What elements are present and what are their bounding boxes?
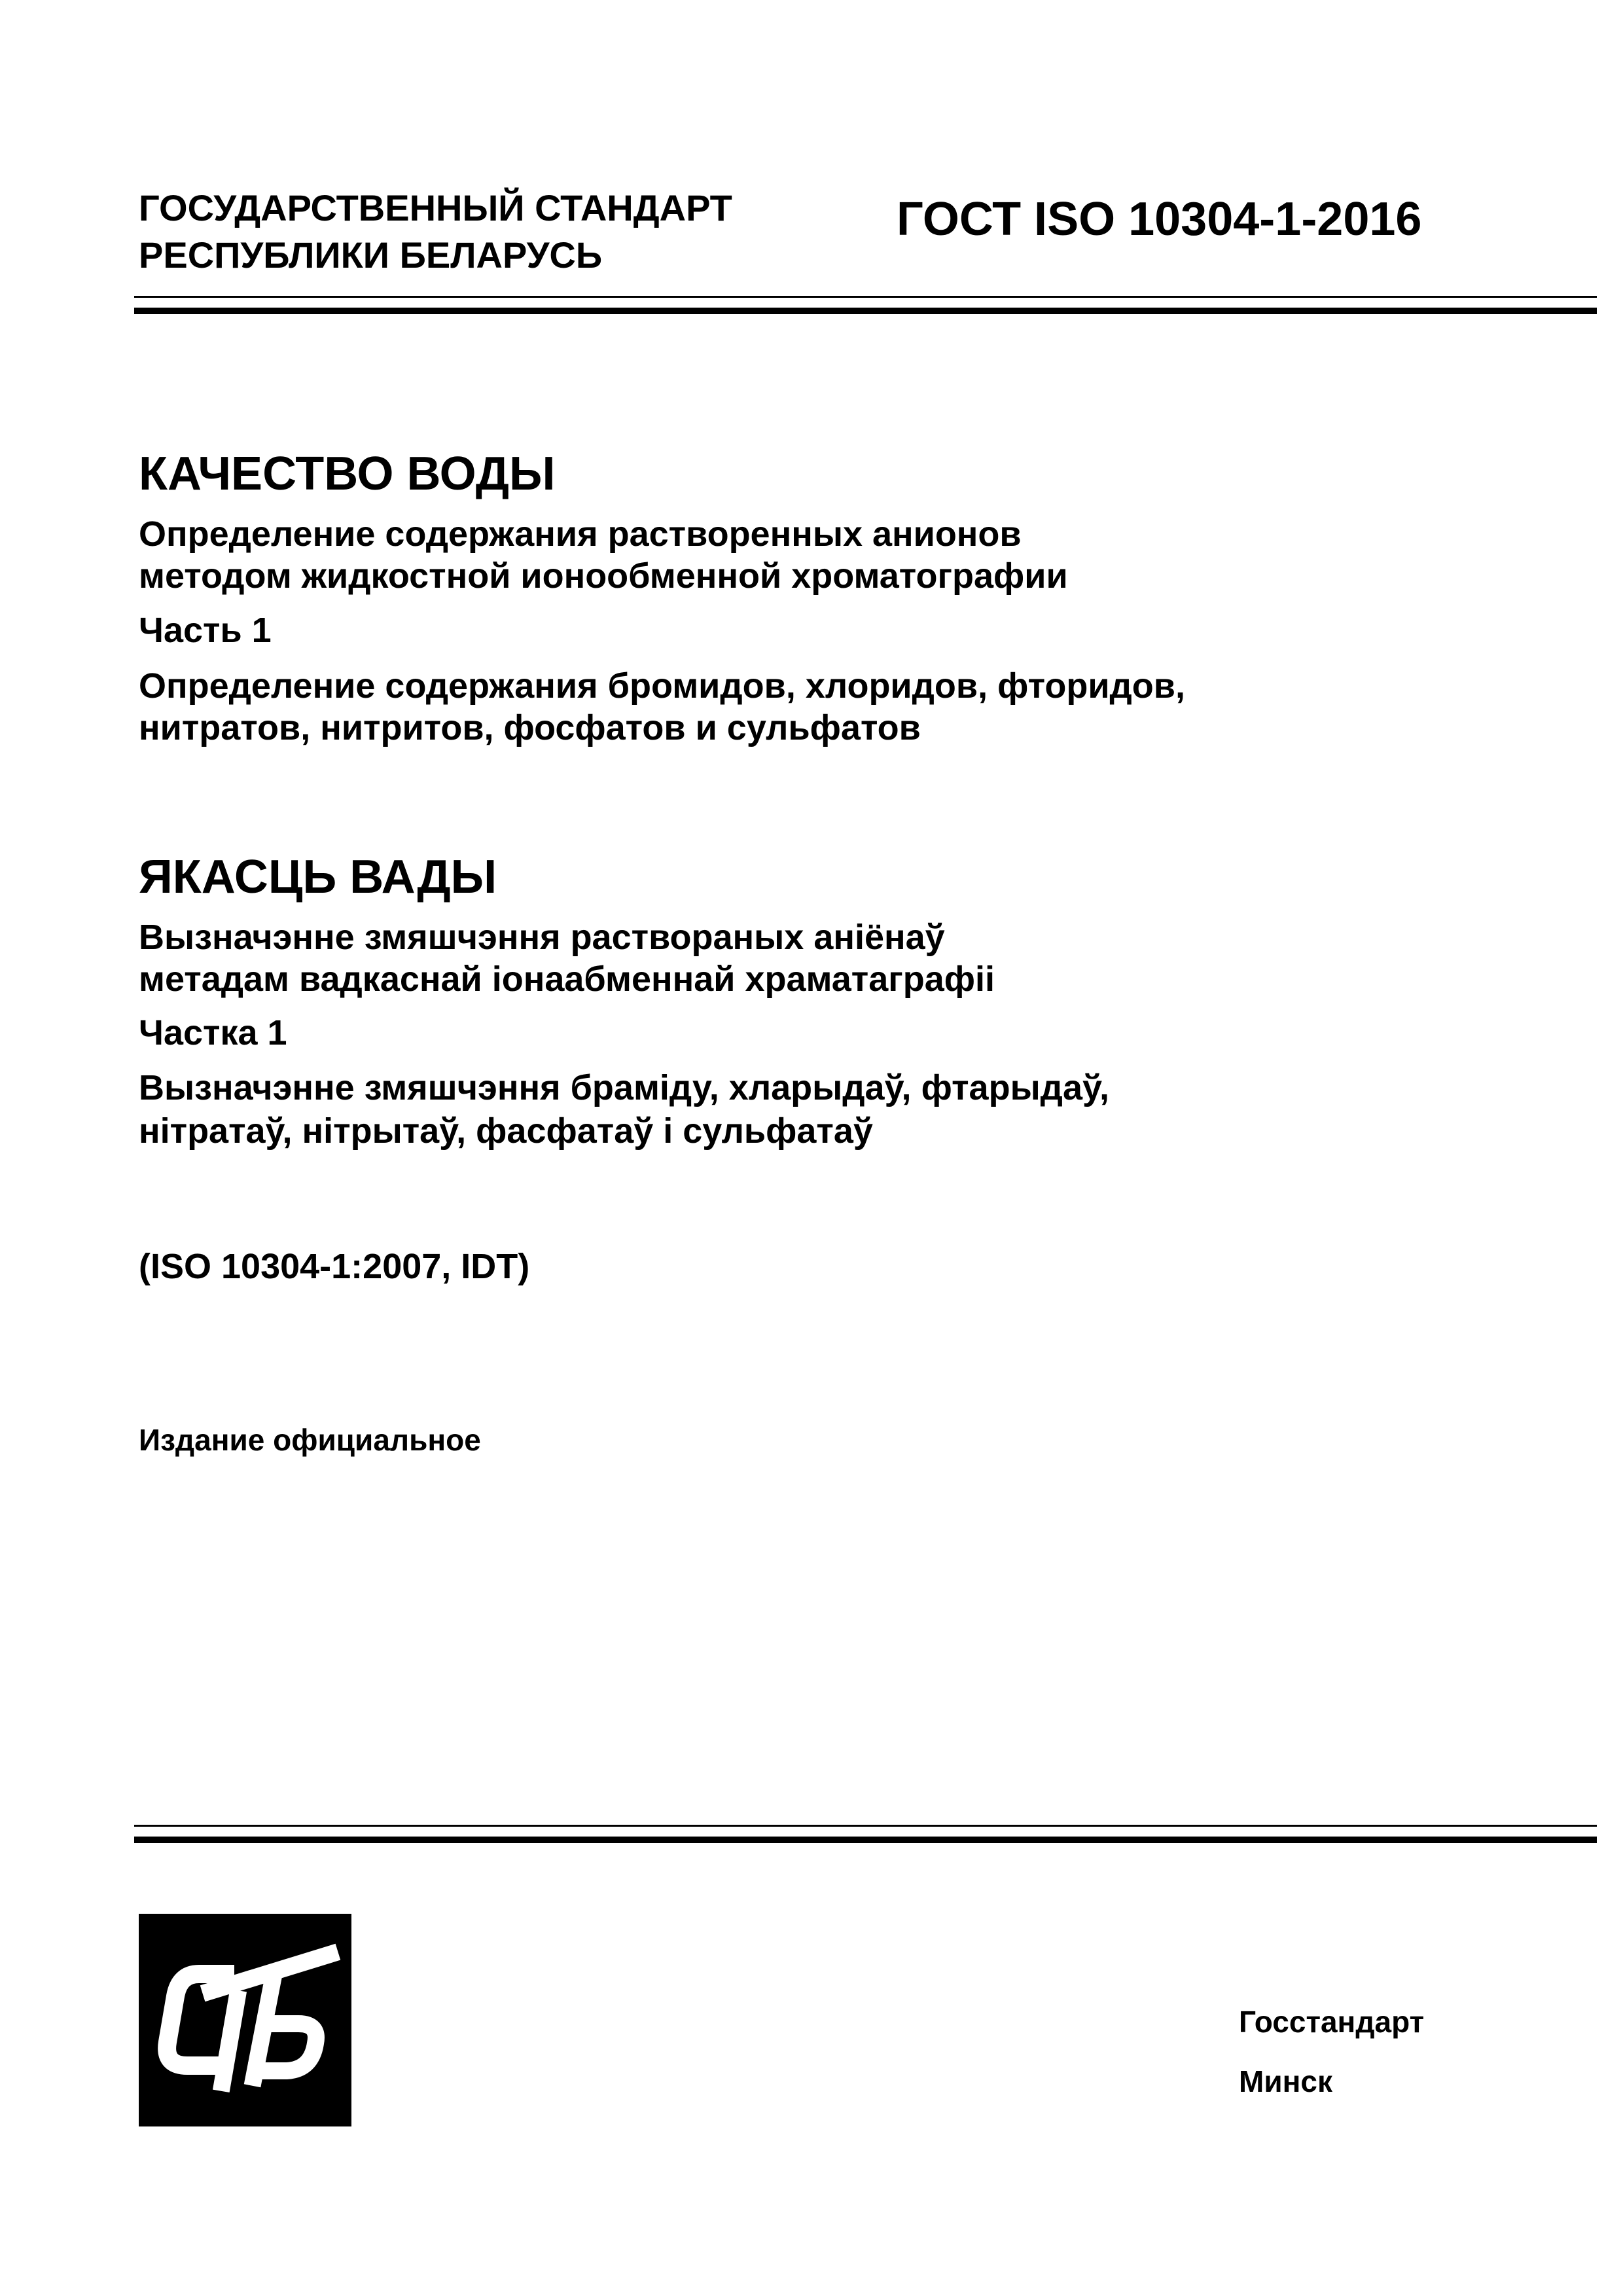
issuing-organization (139, 185, 732, 279)
title-by: ЯКАСЦЬ ВАДЫ (139, 851, 497, 903)
stb-logo-graphic (139, 1914, 351, 2126)
part-title-ru-line-2: нитратов, нитритов, фосфатов и сульфатов (139, 708, 921, 747)
subtitle-by-line-2: метадам вадкаснай іонаабменнай храматаграфіі (139, 960, 995, 999)
org-line-2: РЕСПУБЛИКИ БЕЛАРУСЬ (139, 234, 603, 276)
document-number: ГОСТ ISO 10304-1-2016 (897, 193, 1422, 245)
part-title-by-line-1: Вызначэнне змяшчэння браміду, хларыдаў, фтарыдаў, (139, 1068, 1109, 1107)
header-rule-thick (134, 308, 1597, 314)
footer-rule-thin (134, 1825, 1597, 1827)
publisher-city: Минск (1239, 2064, 1332, 2098)
footer-rule-thick (134, 1837, 1597, 1843)
part-title-by-line-2: нітратаў, нітрытаў, фасфатаў і сульфатаў (139, 1111, 873, 1151)
title-ru: КАЧЕСТВО ВОДЫ (139, 448, 556, 500)
part-ru: Часть 1 (139, 611, 272, 650)
header-rule-thin (134, 296, 1597, 298)
iso-identity: (ISO 10304-1:2007, IDT) (139, 1247, 530, 1286)
subtitle-ru-line-2: методом жидкостной ионообменной хроматографии (139, 556, 1068, 596)
org-line-1: ГОСУДАРСТВЕННЫЙ СТАНДАРТ (139, 187, 732, 228)
subtitle-by-line-1: Вызначэнне змяшчэння раствораных аніёнаў (139, 918, 945, 957)
edition-note: Издание официальное (139, 1423, 481, 1457)
publisher: Госстандарт (1239, 2005, 1425, 2039)
stb-logo (139, 1914, 351, 2126)
part-title-ru-line-1: Определение содержания бромидов, хлоридов, фторидов, (139, 666, 1185, 706)
subtitle-ru-line-1: Определение содержания растворенных анионов (139, 514, 1022, 554)
part-by: Частка 1 (139, 1013, 287, 1052)
